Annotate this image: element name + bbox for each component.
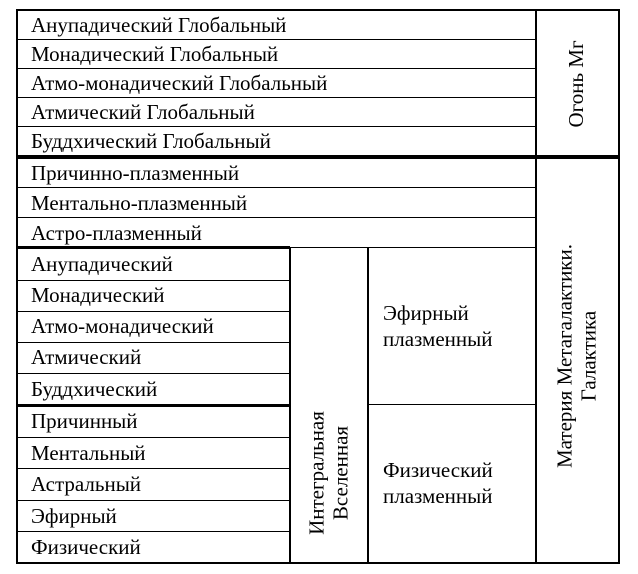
thick-separator-upper — [16, 246, 290, 249]
fire-mg-label: Огонь Мг — [564, 40, 589, 128]
table-right-border — [618, 9, 620, 564]
plasma-row-1: Причинно-плазменный — [31, 161, 240, 185]
ether-plasma-line-1: Эфирный — [383, 301, 469, 325]
fire-row-2: Монадический Глобальный — [31, 42, 279, 66]
physical-plasma-line-2: плазменный — [383, 484, 493, 509]
upper-row-3: Атмо-монадический — [31, 314, 214, 338]
lower-row-5: Физический — [31, 535, 141, 559]
fire-row-5: Буддхический Глобальный — [31, 129, 271, 153]
row-line — [16, 68, 537, 69]
row-line — [16, 187, 537, 188]
table-bottom-border — [16, 562, 620, 564]
matter-line-1: Материя Метагалактики. — [552, 243, 577, 469]
row-line — [16, 468, 290, 469]
row-line-partial — [290, 247, 537, 248]
row-line — [16, 280, 290, 281]
matter-line-2: Галактика — [576, 310, 600, 402]
table-left-border — [16, 9, 18, 564]
physical-plasma-label — [383, 457, 493, 510]
plasma-row-3: Астро-плазменный — [31, 221, 202, 245]
lower-row-1: Причинный — [31, 409, 138, 433]
upper-row-4: Атмический — [31, 345, 142, 369]
row-line — [16, 437, 290, 438]
row-line — [16, 311, 290, 312]
table-top-border — [16, 9, 620, 11]
right-column-divider — [535, 9, 537, 564]
fire-row-4: Атмический Глобальный — [31, 100, 255, 124]
ether-plasma-line-2: плазменный — [383, 327, 493, 352]
integral-line-2: Вселенная — [328, 425, 352, 521]
integral-universe-label — [305, 411, 352, 535]
row-line — [16, 126, 537, 127]
upper-row-2: Монадический — [31, 283, 165, 307]
row-line — [16, 373, 290, 374]
upper-row-5: Буддхический — [31, 377, 158, 401]
thick-separator-lower — [16, 404, 290, 407]
thick-separator-fire — [16, 155, 620, 159]
lower-row-4: Эфирный — [31, 504, 117, 528]
row-line — [16, 39, 537, 40]
row-line — [16, 217, 537, 218]
row-line — [16, 500, 290, 501]
rows-column-divider — [289, 247, 291, 564]
row-line — [16, 531, 290, 532]
plasma-row-2: Ментально-плазменный — [31, 191, 248, 215]
fire-row-3: Атмо-монадический Глобальный — [31, 71, 328, 95]
integral-line-1: Интегральная — [304, 411, 329, 535]
lower-row-2: Ментальный — [31, 441, 146, 465]
row-line — [16, 342, 290, 343]
row-line — [16, 97, 537, 98]
matter-metagalaxy-label — [553, 244, 600, 468]
physical-plasma-line-1: Физический — [383, 458, 493, 482]
integral-column-divider — [367, 247, 369, 564]
fire-row-1: Анупадический Глобальный — [31, 13, 287, 37]
upper-row-1: Анупадический — [31, 252, 173, 276]
middle-split-line — [368, 404, 536, 405]
ether-plasma-label — [383, 300, 492, 353]
lower-row-3: Астральный — [31, 472, 142, 496]
